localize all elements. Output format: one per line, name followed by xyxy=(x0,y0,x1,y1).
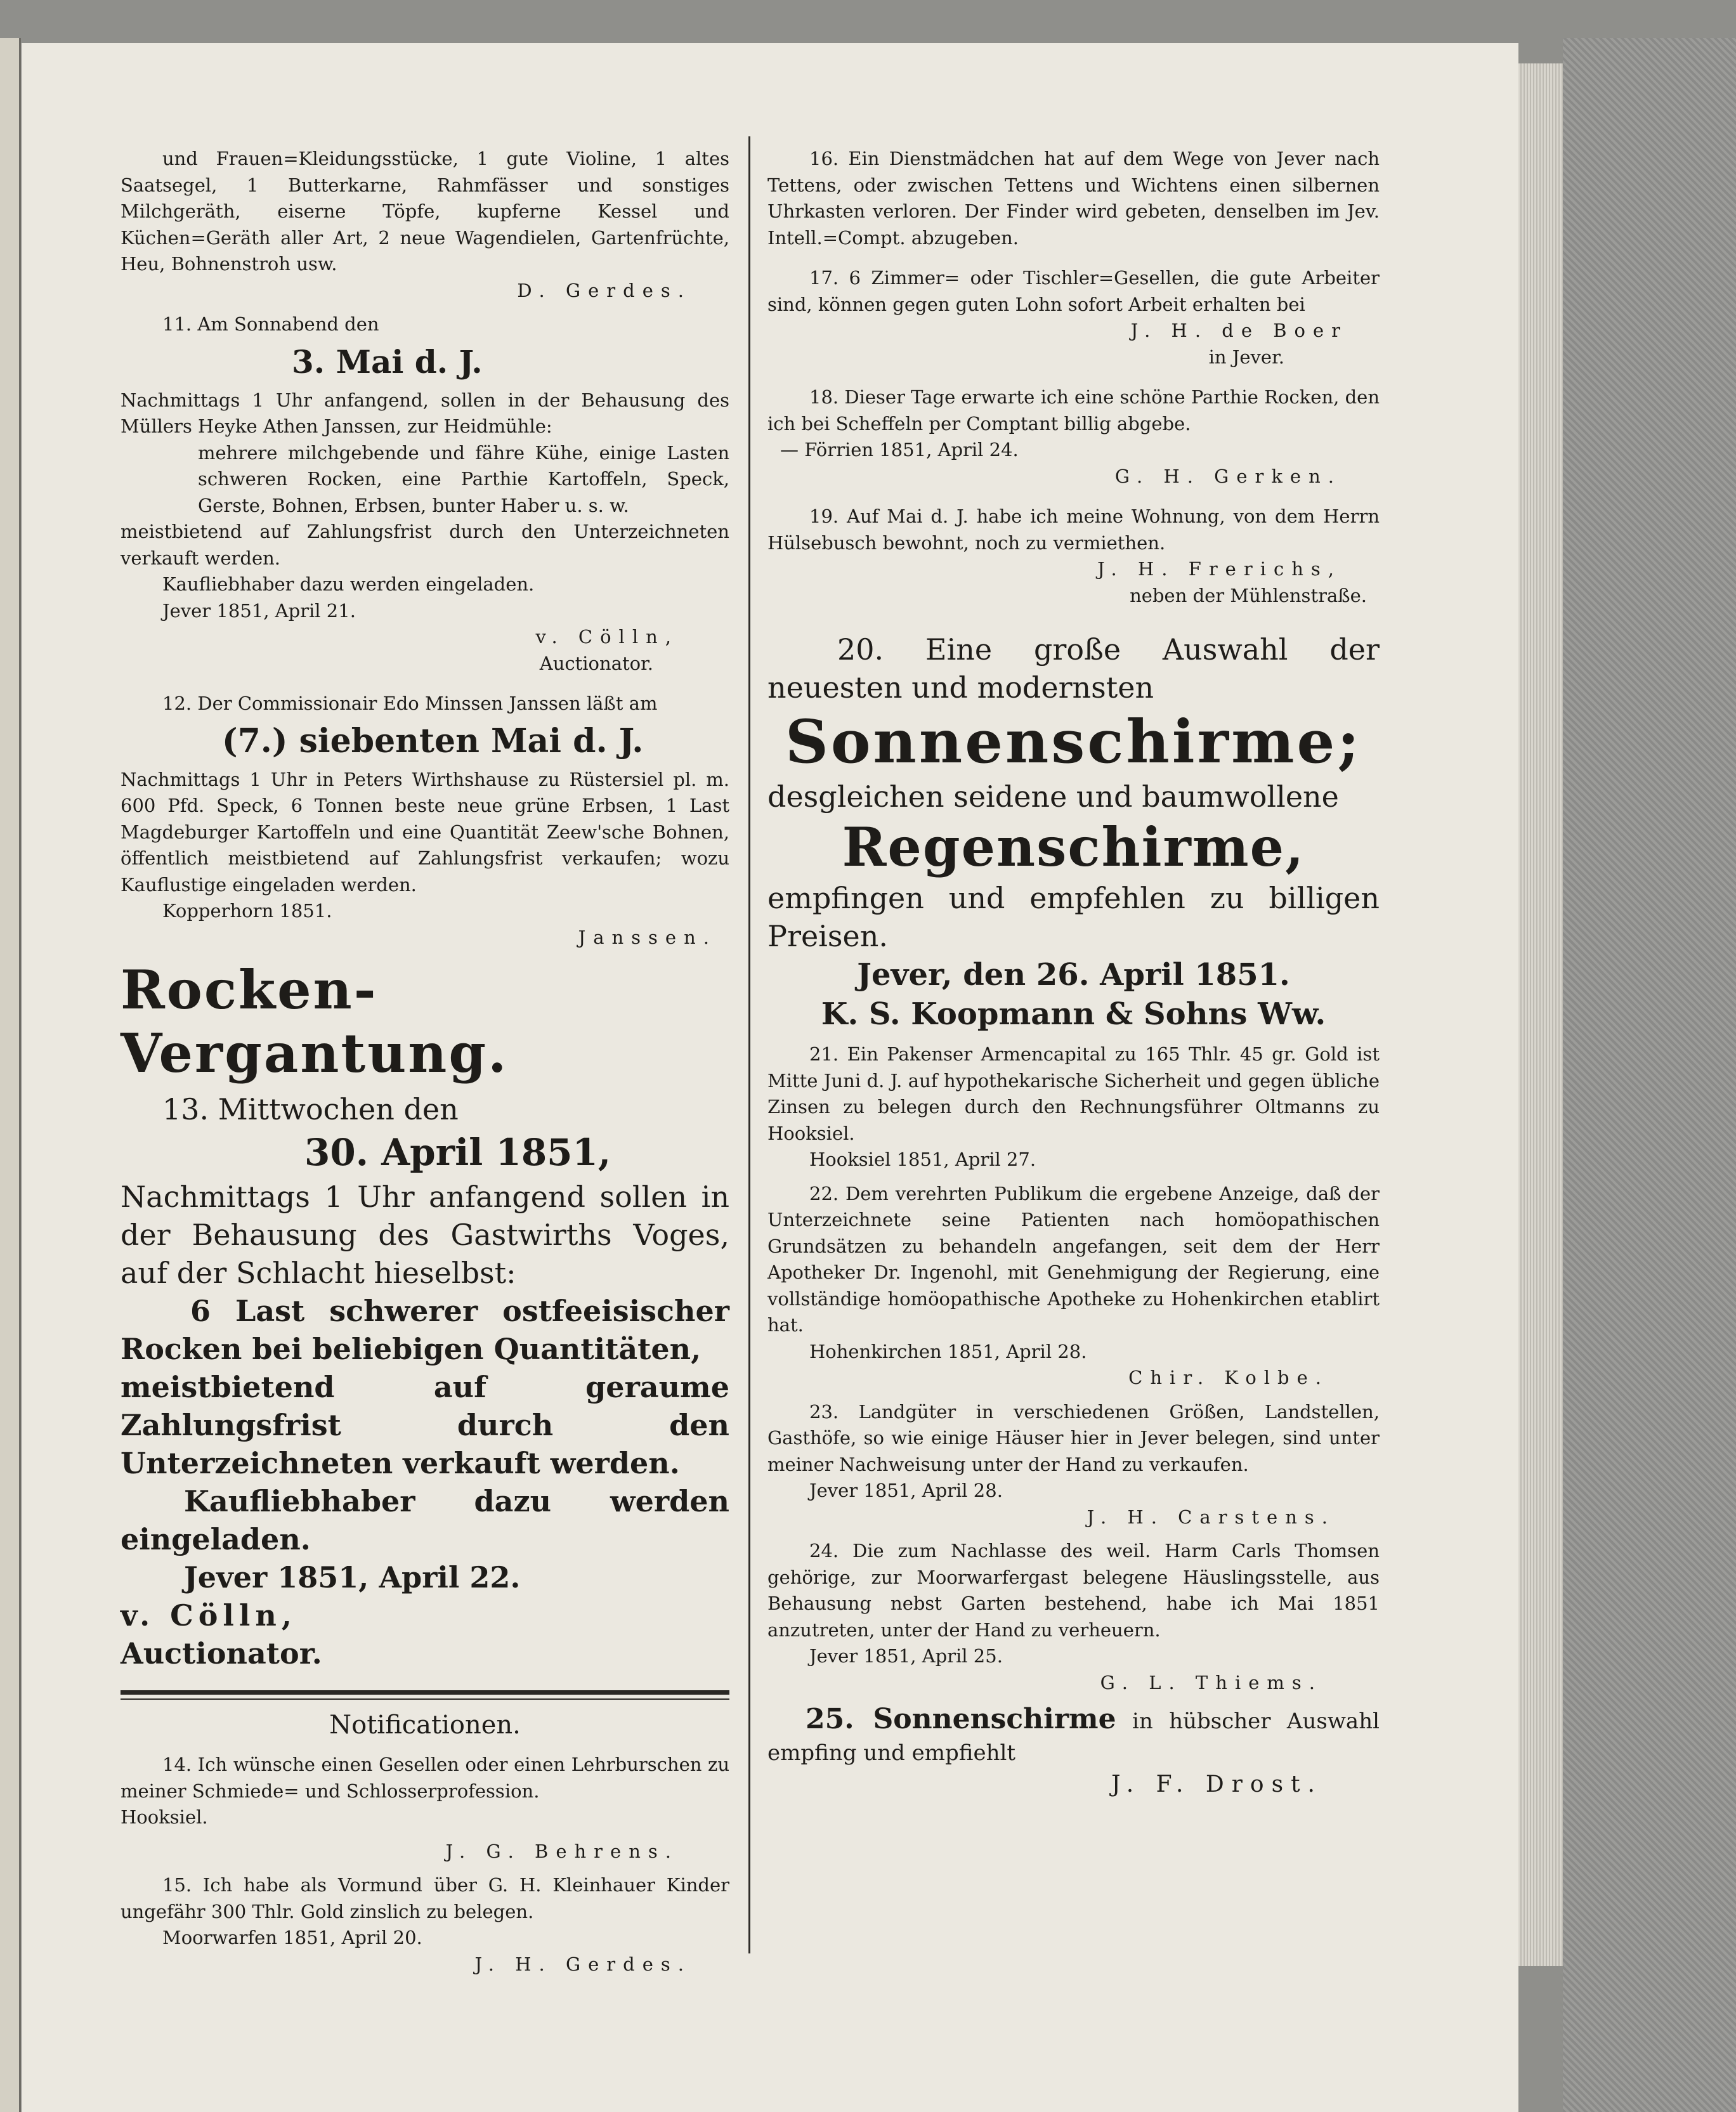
notifications-heading: Notificationen. xyxy=(329,1711,521,1740)
ad-11-items: mehrere milchgebende und fähre Kühe, einige Lasten schweren Rocken, eine Parthie Kartoffeln, Speck, Gerste, Bohnen, Erbsen, bunter Haber u. s. w. xyxy=(198,441,729,516)
ad-22-place-date: Hohenkirchen 1851, April 28. xyxy=(809,1340,1087,1362)
ad-15-body: 15. Ich habe als Vormund über G. H. Kleinhauer Kinder ungefähr 300 Thlr. Gold zinslich zu belegen. xyxy=(121,1874,729,1922)
ad-14-body: 14. Ich wünsche einen Gesellen oder einen Lehrburschen zu meiner Schmiede= und Schlosserprofession. xyxy=(121,1754,729,1802)
ad-15-signature: J. H. Gerdes. xyxy=(474,1953,691,1975)
ad-12-place: Kopperhorn 1851. xyxy=(162,900,332,922)
ad-12-date: (7.) siebenten Mai d. J. xyxy=(222,721,644,760)
ad-17-body: 17. 6 Zimmer= oder Tischler=Gesellen, die gute Arbeiter sind, können gegen guten Lohn sofort Arbeit erhalten bei xyxy=(767,267,1380,315)
ad-13-date: 30. April 1851, xyxy=(304,1131,611,1174)
ad-24-body: 24. Die zum Nachlasse des weil. Harm Carls Thomsen gehörige, zur Moorwarfergast belegene Häuslingsstelle, aus Behausung nebst Garten bestehend, habe ich Mai 1851 anzutreten, unter der Hand zu verheuern. xyxy=(767,1540,1380,1641)
ad-18-signature: G. H. Gerken. xyxy=(1114,465,1341,487)
ad-23-signature: J. H. Carstens. xyxy=(1087,1506,1335,1528)
ad-21-place-date: Hooksiel 1851, April 27. xyxy=(809,1149,1036,1170)
left-column xyxy=(121,146,729,1978)
ad-13-body-2: 6 Last schwerer ostfeeisischer Rocken bei beliebigen Quantitäten, xyxy=(121,1294,729,1366)
ad-25-lead: 25. Sonnenschirme xyxy=(806,1703,1116,1735)
ad-17-signature: J. H. de Boer xyxy=(1130,320,1348,341)
ad-19-signature: J. H. Frerichs, xyxy=(1097,558,1341,580)
ad-11-place-date: Jever 1851, April 21. xyxy=(162,599,356,622)
ad-13-place-date: Jever 1851, April 22. xyxy=(184,1560,521,1594)
ad-18-body: 18. Dieser Tage erwarte ich eine schöne Parthie Rocken, den ich bei Scheffeln per Comptant billig abgebe. xyxy=(767,386,1380,434)
ad-13-title: Rocken-Vergantung. xyxy=(121,958,509,1085)
ad-22-signature: Chir. Kolbe. xyxy=(1128,1367,1329,1388)
ad-20-headline: 20. Eine große Auswahl der neuesten und modernsten xyxy=(767,632,1380,705)
ad-22-body: 22. Dem verehrten Publikum die ergebene Anzeige, daß der Unterzeichnete seine Patienten nach homöopathischen Grundsätzen zu behandeln angefangen, seit dem der Herr Apotheker Dr. Ingenohl, mit Genehmigung der Regierung, eine vollständige homöopathische Apotheke zu Hohenkirchen etablirt hat. xyxy=(767,1182,1380,1336)
ad-11-invite: Kaufliebhaber dazu werden eingeladen. xyxy=(162,573,535,595)
ad-20-date: Jever, den 26. April 1851. xyxy=(857,957,1290,993)
ad-13-signature: v. Cölln, xyxy=(121,1598,297,1633)
previous-page-edge xyxy=(0,38,21,2112)
ad-12-signature: Janssen. xyxy=(578,926,717,948)
ad-19-body: 19. Auf Mai d. J. habe ich meine Wohnung, von dem Herrn Hülsebusch bewohnt, noch zu vermiethen. xyxy=(767,505,1380,554)
ad-21-body: 21. Ein Pakenser Armencapital zu 165 Thlr. 45 gr. Gold ist Mitte Juni d. J. auf hypothekarische Sicherheit und gegen übliche Zinsen zu belegen durch den Rechnungsführer Oltmanns zu Hooksiel. xyxy=(767,1043,1380,1144)
ad-15-place: Moorwarfen 1851, April 20. xyxy=(162,1927,422,1948)
continued-ad-signature: D. Gerdes. xyxy=(517,279,691,301)
ad-13-signature-title: Auctionator. xyxy=(121,1636,322,1671)
ad-12-body: Nachmittags 1 Uhr in Peters Wirthshause zu Rüstersiel pl. m. 600 Pfd. Speck, 6 Tonnen beste neue grüne Erbsen, 1 Last Magdeburger Kartoffeln und eine Quantität Zeew'sche Bohnen, öffentlich meistbietend auf Zahlungsfrist verkaufen; wozu Kauflustige eingeladen werden. xyxy=(121,768,729,896)
right-column xyxy=(767,146,1380,1801)
ad-18-place-date: — Förrien 1851, April 24. xyxy=(780,439,1019,460)
section-rule xyxy=(121,1690,729,1700)
ad-20-firm: K. S. Koopmann & Sohns Ww. xyxy=(821,996,1326,1032)
ad-14-place: Hooksiel. xyxy=(121,1806,208,1828)
ad-23-body: 23. Landgüter in verschiedenen Größen, Landstellen, Gasthöfe, so wie einige Häuser hier in Jever belegen, sind unter meiner Nachweisung unter der Hand zu verkaufen. xyxy=(767,1400,1380,1475)
ad-11-date: 3. Mai d. J. xyxy=(292,342,483,381)
ad-14-signature: J. G. Behrens. xyxy=(445,1840,679,1862)
ad-24-signature: G. L. Thiems. xyxy=(1100,1671,1322,1693)
continued-ad-text: und Frauen=Kleidungsstücke, 1 gute Violine, 1 altes Saatsegel, 1 Butterkarne, Rahmfässer und sonstiges Milchgeräth, eiserne Töpfe, kupferne Kessel und Küchen=Geräth aller Art, 2 neue Wagendielen, Gartenfrüchte, Heu, Bohnenstroh usw. xyxy=(121,148,729,275)
ad-23-place-date: Jever 1851, April 28. xyxy=(809,1480,1003,1501)
ad-24-place-date: Jever 1851, April 25. xyxy=(809,1645,1003,1667)
ad-25-signature: J. F. Drost. xyxy=(1111,1771,1322,1797)
ad-20-middle: desgleichen seidene und baumwollene xyxy=(767,779,1339,814)
ad-11-intro: 11. Am Sonnabend den xyxy=(162,313,379,335)
ad-20-regenschirme: Regenschirme, xyxy=(842,816,1305,878)
ad-17-location: in Jever. xyxy=(1208,346,1284,368)
ad-12-intro: 12. Der Commissionair Edo Minssen Janssen läßt am xyxy=(162,693,658,714)
ad-19-address: neben der Mühlenstraße. xyxy=(1130,584,1367,606)
ad-11-signature-title: Auctionator. xyxy=(539,652,653,674)
ad-16-body: 16. Ein Dienstmädchen hat auf dem Wege von Jever nach Tettens, oder zwischen Tettens und Wichtens einen silbernen Uhrkasten verloren. Der Finder wird gebeten, denselben im Jev. Intell.=Compt. abzugeben. xyxy=(767,148,1380,249)
ad-13-intro: 13. Mittwochen den xyxy=(162,1092,459,1126)
ad-11-signature: v. Cölln, xyxy=(535,626,679,648)
ad-20-sonnenschirme: Sonnenschirme; xyxy=(785,707,1362,777)
ad-11-body2: meistbietend auf Zahlungsfrist durch den Unterzeichneten verkauft werden. xyxy=(121,521,729,569)
ad-20-tail: empfingen und empfehlen zu billigen Preisen. xyxy=(767,881,1380,953)
column-divider xyxy=(748,136,750,1953)
ad-25-text: in hübscher Auswahl empfing und empfiehlt xyxy=(767,1709,1380,1766)
ad-13-invite: Kaufliebhaber dazu werden eingeladen. xyxy=(121,1484,729,1556)
ad-13-body-3: meistbietend auf geraume Zahlungsfrist durch den Unterzeichneten verkauft werden. xyxy=(121,1370,729,1480)
book-cover-spine xyxy=(1563,38,1736,2112)
ad-25-body xyxy=(767,1704,1380,1769)
page-block-edges xyxy=(1518,63,1563,1966)
ad-11-body: Nachmittags 1 Uhr anfangend, sollen in der Behausung des Müllers Heyke Athen Janssen, zur Heidmühle: xyxy=(121,389,729,437)
ad-13-body-1: Nachmittags 1 Uhr anfangend sollen in der Behausung des Gastwirths Voges, auf der Schlacht hieselbst: xyxy=(121,1180,729,1290)
